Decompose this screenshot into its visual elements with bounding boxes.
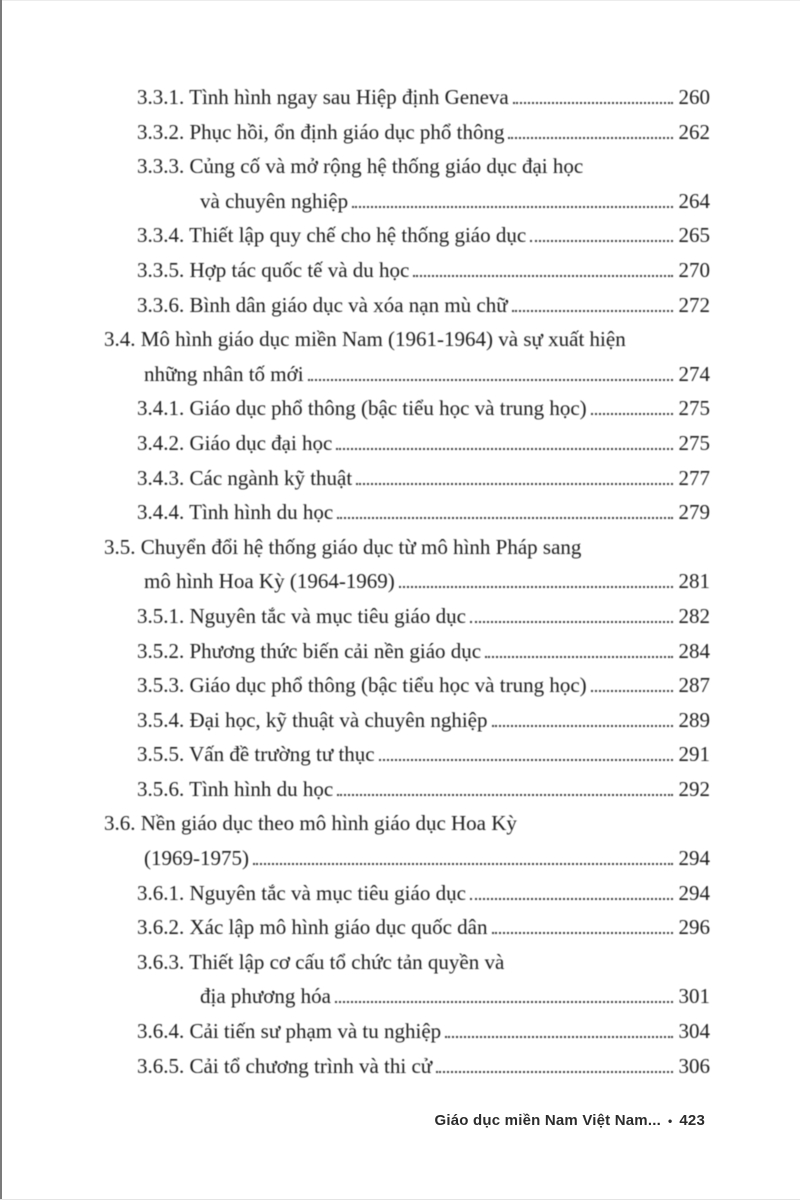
page-number: 260 bbox=[678, 85, 710, 109]
dot-leader bbox=[399, 586, 673, 588]
dot-leader bbox=[470, 621, 673, 623]
page-number: 284 bbox=[678, 638, 710, 663]
toc-line bbox=[104, 426, 710, 461]
toc-line bbox=[104, 1014, 710, 1049]
dot-leader bbox=[337, 517, 672, 519]
toc-entry-text: và chuyên nghiệp bbox=[200, 188, 349, 213]
dot-leader bbox=[352, 206, 672, 208]
toc-entry-text: 3.6.4. Cải tiến sư phạm và tu nghiệp bbox=[137, 1019, 442, 1044]
dot-leader bbox=[485, 656, 672, 658]
toc-line bbox=[104, 772, 710, 807]
toc-entry-text: những nhân tố mới bbox=[144, 361, 304, 386]
toc-entry-text: 3.3.4. Thiết lập quy chế cho hệ thống giáo dục bbox=[137, 223, 527, 248]
toc-line bbox=[104, 599, 710, 634]
toc-line bbox=[104, 184, 710, 219]
page-number: 294 bbox=[678, 880, 710, 905]
dot-leader bbox=[530, 240, 672, 242]
toc-line bbox=[104, 495, 710, 530]
toc-line bbox=[104, 391, 710, 426]
dot-leader bbox=[413, 275, 672, 277]
dot-leader bbox=[336, 448, 672, 450]
toc-entry-text: 3.6. Nền giáo dục theo mô hình giáo dục Hoa Kỳ bbox=[104, 811, 517, 836]
toc-entry-text: 3.3.2. Phục hồi, ổn định giáo dục phổ thông bbox=[137, 119, 505, 144]
dot-leader bbox=[379, 759, 673, 761]
toc-entry-text: 3.6.5. Cải tổ chương trình và thi cử bbox=[137, 1053, 433, 1078]
toc-line bbox=[104, 634, 710, 669]
toc-line bbox=[104, 218, 710, 253]
page-number: 304 bbox=[678, 1019, 710, 1044]
toc-entry-text: 3.4.1. Giáo dục phổ thông (bậc tiểu học và trung học) bbox=[137, 396, 587, 421]
toc-line bbox=[104, 80, 710, 115]
scan-left-edge bbox=[0, 0, 2, 1200]
toc-entry-text: 3.4.3. Các ngành kỹ thuật bbox=[137, 465, 353, 490]
page-number: 279 bbox=[678, 500, 710, 525]
dot-leader bbox=[492, 725, 673, 727]
page-number: 272 bbox=[678, 292, 710, 317]
toc-line bbox=[104, 149, 710, 184]
toc-line bbox=[104, 322, 710, 357]
dot-leader bbox=[492, 932, 673, 934]
toc-entry-text: 3.6.3. Thiết lập cơ cấu tổ chức tản quyền và bbox=[137, 949, 505, 974]
page-number: 306 bbox=[678, 1053, 710, 1078]
dot-leader bbox=[335, 1001, 673, 1003]
page-number: 264 bbox=[678, 188, 710, 213]
page-number: 282 bbox=[678, 603, 710, 628]
toc-entry-text: 3.3.1. Tình hình ngay sau Hiệp định Geneva bbox=[137, 85, 509, 109]
page-number: 270 bbox=[678, 257, 710, 282]
toc-line bbox=[104, 668, 710, 703]
dot-leader bbox=[512, 310, 673, 312]
page-number: 275 bbox=[678, 396, 710, 421]
dot-leader bbox=[470, 898, 673, 900]
toc-entry-text: 3.5.5. Vấn đề trường tư thục bbox=[137, 742, 375, 767]
toc-entry-text: 3.5.1. Nguyên tắc và mục tiêu giáo dục bbox=[137, 603, 466, 628]
scan-top-edge bbox=[0, 0, 800, 1]
footer-separator: • bbox=[667, 1114, 673, 1128]
page-number: 274 bbox=[678, 361, 710, 386]
toc-line bbox=[104, 910, 710, 945]
dot-leader bbox=[591, 690, 673, 692]
page-number: 277 bbox=[678, 465, 710, 490]
toc-entry-text: 3.6.2. Xác lập mô hình giáo dục quốc dân bbox=[137, 915, 488, 940]
toc-line bbox=[104, 979, 710, 1014]
page-number: 275 bbox=[678, 430, 710, 455]
toc-entry-text: 3.5. Chuyển đổi hệ thống giáo dục từ mô hình Pháp sang bbox=[104, 534, 582, 559]
page-number: 301 bbox=[678, 984, 710, 1009]
page-number: 292 bbox=[678, 776, 710, 801]
toc-line bbox=[104, 288, 710, 323]
dot-leader bbox=[436, 1071, 672, 1073]
page-number: 265 bbox=[678, 223, 710, 248]
dot-leader bbox=[253, 863, 673, 865]
toc-entry-text: 3.4. Mô hình giáo dục miền Nam (1961-1964) và sự xuất hiện bbox=[104, 327, 626, 352]
table-of-contents bbox=[104, 80, 710, 1083]
running-footer bbox=[435, 1112, 705, 1129]
toc-entry-text: 3.3.3. Củng cố và mở rộng hệ thống giáo dục đại học bbox=[137, 154, 584, 179]
toc-line bbox=[104, 461, 710, 496]
toc-line bbox=[104, 876, 710, 911]
dot-leader bbox=[508, 137, 672, 139]
footer-book-title: Giáo dục miền Nam Việt Nam... bbox=[434, 1112, 661, 1129]
toc-entry-text: 3.4.4. Tình hình du học bbox=[137, 500, 334, 525]
toc-entry-text: 3.6.1. Nguyên tắc và mục tiêu giáo dục bbox=[137, 880, 466, 905]
dot-leader bbox=[308, 379, 673, 381]
toc-entry-text: 3.5.4. Đại học, kỹ thuật và chuyên nghiệp bbox=[137, 707, 488, 732]
dot-leader bbox=[445, 1036, 672, 1038]
page-number: 289 bbox=[678, 707, 710, 732]
page-number: 287 bbox=[678, 673, 710, 698]
toc-line bbox=[104, 841, 710, 876]
toc-entry-text: (1969-1975) bbox=[144, 846, 249, 871]
toc-line bbox=[104, 806, 710, 841]
toc-entry-text: mô hình Hoa Kỳ (1964-1969) bbox=[144, 569, 395, 594]
page-number: 281 bbox=[678, 569, 710, 594]
toc-line bbox=[104, 1049, 710, 1084]
footer-page-number: 423 bbox=[679, 1112, 705, 1129]
dot-leader bbox=[513, 102, 673, 104]
toc-line bbox=[104, 945, 710, 980]
page-number: 296 bbox=[678, 915, 710, 940]
toc-line bbox=[104, 703, 710, 738]
dot-leader bbox=[337, 794, 672, 796]
toc-entry-text: 3.5.2. Phương thức biến cải nền giáo dục bbox=[137, 638, 482, 663]
toc-line bbox=[104, 357, 710, 392]
page-number: 291 bbox=[678, 742, 710, 767]
toc-line bbox=[104, 564, 710, 599]
dot-leader bbox=[356, 483, 672, 485]
dot-leader bbox=[591, 413, 673, 415]
page-number: 262 bbox=[678, 119, 710, 144]
toc-line bbox=[104, 530, 710, 565]
toc-entry-text: 3.5.6. Tình hình du học bbox=[137, 776, 334, 801]
toc-entry-text: 3.5.3. Giáo dục phổ thông (bậc tiểu học và trung học) bbox=[137, 673, 587, 698]
toc-entry-text: 3.3.5. Hợp tác quốc tế và du học bbox=[137, 257, 410, 282]
page-number: 294 bbox=[678, 846, 710, 871]
toc-line bbox=[104, 253, 710, 288]
toc-entry-text: địa phương hóa bbox=[200, 984, 331, 1009]
toc-entry-text: 3.3.6. Bình dân giáo dục và xóa nạn mù chữ bbox=[137, 292, 508, 317]
toc-entry-text: 3.4.2. Giáo dục đại học bbox=[137, 430, 333, 455]
toc-line bbox=[104, 737, 710, 772]
toc-line bbox=[104, 115, 710, 150]
